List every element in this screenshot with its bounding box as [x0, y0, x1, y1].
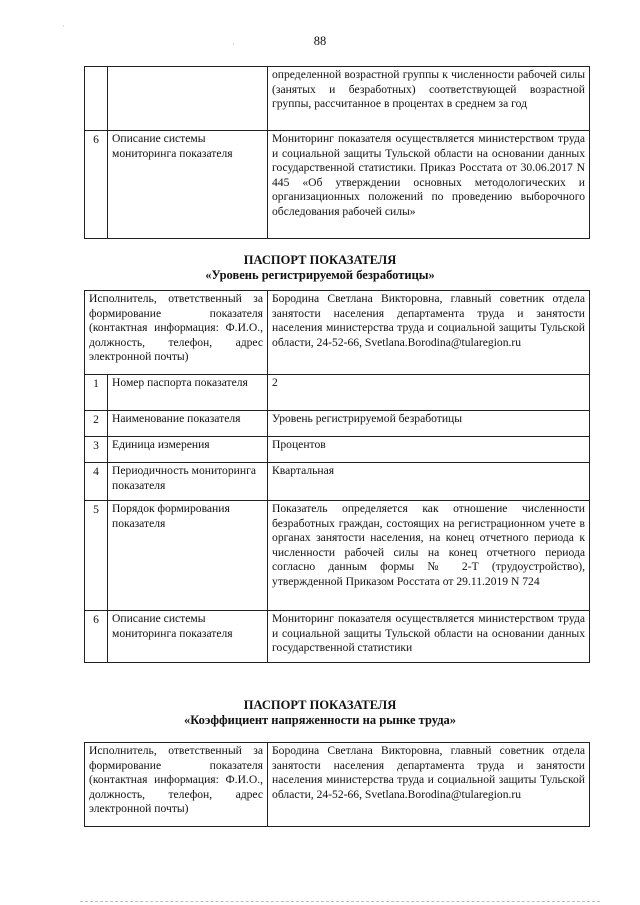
scan-edge-line — [80, 901, 600, 902]
row-value: Показатель определяется как отношение численности безработных граждан, состоящих на регистрационном учете в органах занятости населения, на конец отчетного периода к численности рабочей силы на конец отчетного периода согласно данным формы № 2-Т (трудоустройство), утвержденной Приказом Росстата от 29.11.2019 N 724 — [268, 501, 590, 611]
executor-label: Исполнитель, ответственный за формирование показателя (контактная информация: Ф.И.О., должность, телефон, адрес электронной почты) — [85, 743, 268, 827]
executor-row — [85, 291, 590, 375]
row-value: Квартальная — [268, 463, 590, 501]
row-number: 5 — [85, 501, 108, 611]
indicator-table-continued — [84, 66, 590, 239]
row-label: Наименование показателя — [108, 411, 268, 437]
row-value: определенной возрастной группы к численности рабочей силы (занятых и безработных) соответствующей возрастной группы, рассчитанное в процентах в среднем за год — [268, 67, 590, 131]
row-number: 4 — [85, 463, 108, 501]
row-number: 2 — [85, 411, 108, 437]
page-number: 88 — [313, 34, 327, 48]
row-number: 3 — [85, 437, 108, 463]
row-label: Номер паспорта показателя — [108, 375, 268, 411]
table-row — [85, 611, 590, 663]
table-row — [85, 375, 590, 411]
passport-1-heading: ПАСПОРТ ПОКАЗАТЕЛЯ — [243, 253, 397, 267]
row-number: 6 — [85, 131, 108, 239]
executor-value: Бородина Светлана Викторовна, главный советник отдела занятости населения департамента труда и занятости населения министерства труда и социальной защиты Тульской области, 24-52-66, Svetlana.Borodina@tularegion.ru — [268, 743, 590, 827]
passport-1-subheading: «Уровень регистрируемой безработицы» — [205, 268, 435, 282]
table-row — [85, 463, 590, 501]
executor-value: Бородина Светлана Викторовна, главный советник отдела занятости населения департамента труда и занятости населения министерства труда и социальной защиты Тульской области, 24-52-66, Svetlana.Borodina@tularegion.ru — [268, 291, 590, 375]
row-label: Описание системы мониторинга показателя — [108, 131, 268, 239]
row-value: 2 — [268, 375, 590, 411]
passport-2-subheading: «Коэффициент напряженности на рынке труда» — [183, 713, 457, 727]
executor-label: Исполнитель, ответственный за формирование показателя (контактная информация: Ф.И.О., должность, телефон, адрес электронной почты) — [85, 291, 268, 375]
table-row — [85, 501, 590, 611]
row-value: Уровень регистрируемой безработицы — [268, 411, 590, 437]
table-row — [85, 411, 590, 437]
scan-speck: · — [62, 22, 65, 31]
table-row — [85, 67, 590, 131]
row-label: Описание системы мониторинга показателя — [108, 611, 268, 663]
row-value: Процентов — [268, 437, 590, 463]
scan-speck: · — [232, 40, 235, 49]
table-row — [85, 131, 590, 239]
row-label: Единица измерения — [108, 437, 268, 463]
row-number — [85, 67, 108, 131]
row-number: 6 — [85, 611, 108, 663]
executor-row — [85, 743, 590, 827]
table-row — [85, 437, 590, 463]
row-label: Порядок формирования показателя — [108, 501, 268, 611]
row-label: Периодичность мониторинга показателя — [108, 463, 268, 501]
passport-2-table — [84, 742, 590, 827]
row-number: 1 — [85, 375, 108, 411]
row-value: Мониторинг показателя осуществляется министерством труда и социальной защиты Тульской области на основании данных государственной статистики. Приказ Росстата от 30.06.2017 N 445 «Об утверждении основных методологических и организационных положений по проведению выборочного обследования рабочей силы» — [268, 131, 590, 239]
passport-1-table — [84, 290, 590, 663]
row-value: Мониторинг показателя осуществляется министерством труда и социальной защиты Тульской области на основании данных государственной статистики — [268, 611, 590, 663]
passport-2-heading: ПАСПОРТ ПОКАЗАТЕЛЯ — [243, 698, 397, 712]
row-label — [108, 67, 268, 131]
